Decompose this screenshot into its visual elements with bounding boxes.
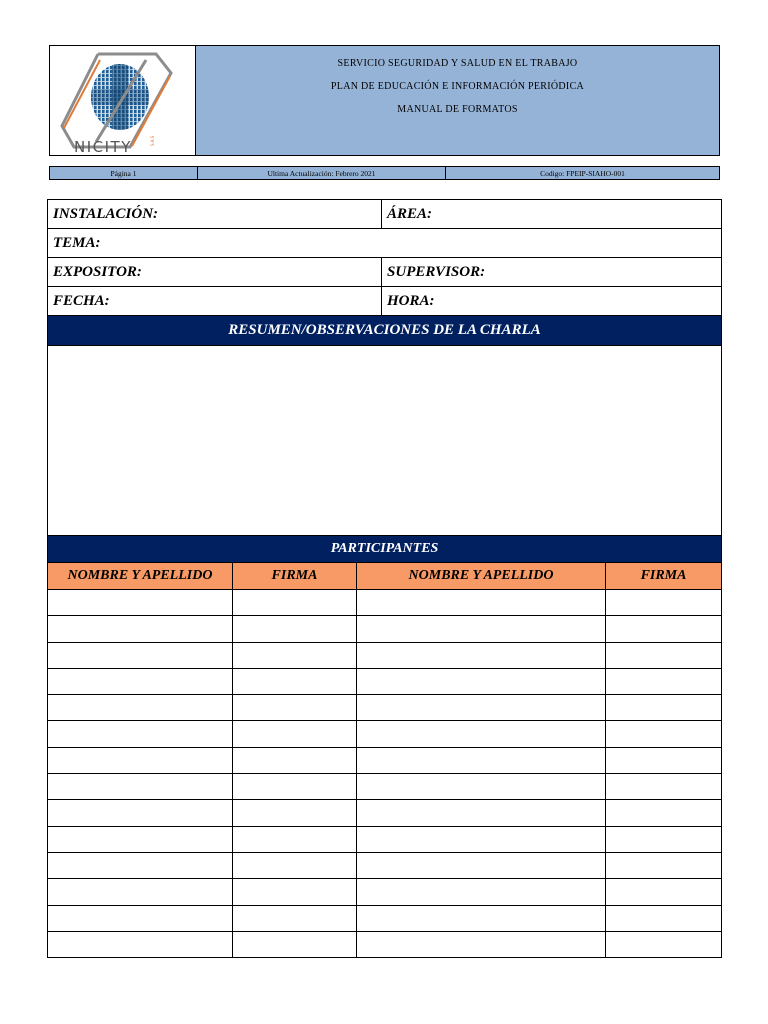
area-field[interactable]	[382, 200, 722, 229]
participant-signature-cell[interactable]	[233, 800, 357, 826]
speaker-field[interactable]	[48, 258, 382, 287]
table-row	[48, 747, 722, 773]
participant-name-cell[interactable]	[48, 800, 233, 826]
participant-name-cell[interactable]	[48, 879, 233, 905]
info-strip	[49, 166, 720, 180]
date-label: FECHA:	[53, 292, 110, 309]
logo-suffix: S.A.S	[150, 135, 155, 146]
last-update: Ultima Actualización: Febrero 2021	[198, 167, 446, 179]
participant-signature-cell[interactable]	[606, 616, 722, 642]
document-code: Codigo: FPEIP-SIAHO-001	[540, 168, 625, 178]
column-header-name-2: NOMBRE Y APELLIDO	[357, 563, 606, 590]
participant-signature-cell[interactable]	[233, 590, 357, 616]
table-row	[48, 879, 722, 905]
page-number: Página 1	[50, 167, 198, 179]
table-row	[48, 800, 722, 826]
participant-name-cell[interactable]	[357, 747, 606, 773]
participant-signature-cell[interactable]	[606, 852, 722, 878]
participant-name-cell[interactable]	[357, 800, 606, 826]
participant-name-cell[interactable]	[48, 774, 233, 800]
participant-name-cell[interactable]	[48, 905, 233, 931]
area-label: ÁREA:	[387, 205, 433, 222]
participants-header: PARTICIPANTES	[48, 536, 722, 563]
participant-name-cell[interactable]	[48, 747, 233, 773]
installation-field[interactable]	[48, 200, 382, 229]
installation-label: INSTALACIÓN:	[53, 205, 159, 222]
table-row	[48, 852, 722, 878]
participant-name-cell[interactable]	[357, 826, 606, 852]
participant-name-cell[interactable]	[48, 721, 233, 747]
participant-signature-cell[interactable]	[606, 879, 722, 905]
time-label: HORA:	[387, 292, 435, 309]
participant-signature-cell[interactable]	[233, 668, 357, 694]
summary-notes-area[interactable]	[48, 346, 722, 536]
participant-signature-cell[interactable]	[233, 747, 357, 773]
speaker-label: EXPOSITOR:	[53, 263, 142, 280]
participant-signature-cell[interactable]	[233, 879, 357, 905]
logo-text: NICITY	[74, 138, 132, 156]
participant-name-cell[interactable]	[357, 774, 606, 800]
topic-field[interactable]	[48, 229, 722, 258]
participant-name-cell[interactable]	[48, 668, 233, 694]
participant-signature-cell[interactable]	[233, 905, 357, 931]
participant-signature-cell[interactable]	[606, 931, 722, 957]
participant-name-cell[interactable]	[48, 642, 233, 668]
table-row	[48, 774, 722, 800]
participant-name-cell[interactable]	[48, 590, 233, 616]
participant-signature-cell[interactable]	[233, 642, 357, 668]
participant-rows	[48, 590, 722, 958]
participant-signature-cell[interactable]	[233, 616, 357, 642]
participant-name-cell[interactable]	[357, 879, 606, 905]
table-row	[48, 590, 722, 616]
participant-signature-cell[interactable]	[233, 826, 357, 852]
table-row	[48, 695, 722, 721]
topic-label: TEMA:	[53, 234, 101, 251]
participant-signature-cell[interactable]	[233, 931, 357, 957]
participant-name-cell[interactable]	[357, 695, 606, 721]
talk-record-form	[47, 199, 722, 958]
participant-name-cell[interactable]	[357, 852, 606, 878]
table-row	[48, 826, 722, 852]
table-row	[48, 668, 722, 694]
participant-name-cell[interactable]	[357, 642, 606, 668]
supervisor-label: SUPERVISOR:	[387, 263, 486, 280]
participant-name-cell[interactable]	[48, 695, 233, 721]
participant-signature-cell[interactable]	[606, 590, 722, 616]
title-line-3: MANUAL DE FORMATOS	[397, 104, 518, 115]
summary-header: RESUMEN/OBSERVACIONES DE LA CHARLA	[48, 316, 722, 346]
participant-signature-cell[interactable]	[233, 721, 357, 747]
participant-signature-cell[interactable]	[606, 747, 722, 773]
participant-name-cell[interactable]	[48, 931, 233, 957]
document-header	[49, 45, 720, 156]
company-logo	[50, 46, 195, 156]
participant-name-cell[interactable]	[357, 721, 606, 747]
participant-name-cell[interactable]	[357, 668, 606, 694]
participant-signature-cell[interactable]	[606, 668, 722, 694]
supervisor-field[interactable]	[382, 258, 722, 287]
title-line-1: SERVICIO SEGURIDAD Y SALUD EN EL TRABAJO	[337, 58, 578, 69]
participant-signature-cell[interactable]	[606, 774, 722, 800]
table-row	[48, 721, 722, 747]
column-header-signature-2: FIRMA	[606, 563, 722, 590]
participant-signature-cell[interactable]	[606, 642, 722, 668]
participant-name-cell[interactable]	[357, 905, 606, 931]
logo-cell	[50, 46, 196, 155]
column-header-signature-1: FIRMA	[233, 563, 357, 590]
participant-signature-cell[interactable]	[233, 774, 357, 800]
participant-name-cell[interactable]	[48, 616, 233, 642]
participant-signature-cell[interactable]	[606, 800, 722, 826]
participant-name-cell[interactable]	[357, 590, 606, 616]
participant-name-cell[interactable]	[48, 826, 233, 852]
table-row	[48, 642, 722, 668]
table-row	[48, 616, 722, 642]
table-row	[48, 905, 722, 931]
participant-signature-cell[interactable]	[606, 905, 722, 931]
title-line-2: PLAN DE EDUCACIÓN E INFORMACIÓN PERIÓDICA	[330, 81, 585, 92]
participant-name-cell[interactable]	[357, 616, 606, 642]
time-field[interactable]	[382, 287, 722, 316]
participant-signature-cell[interactable]	[233, 852, 357, 878]
participant-signature-cell[interactable]	[606, 721, 722, 747]
participant-name-cell[interactable]	[357, 931, 606, 957]
table-row	[48, 931, 722, 957]
title-cell	[196, 46, 719, 155]
participant-signature-cell[interactable]	[606, 695, 722, 721]
column-header-name-1: NOMBRE Y APELLIDO	[48, 563, 233, 590]
participant-name-cell[interactable]	[48, 852, 233, 878]
date-field[interactable]	[48, 287, 382, 316]
participant-signature-cell[interactable]	[233, 695, 357, 721]
participant-signature-cell[interactable]	[606, 826, 722, 852]
